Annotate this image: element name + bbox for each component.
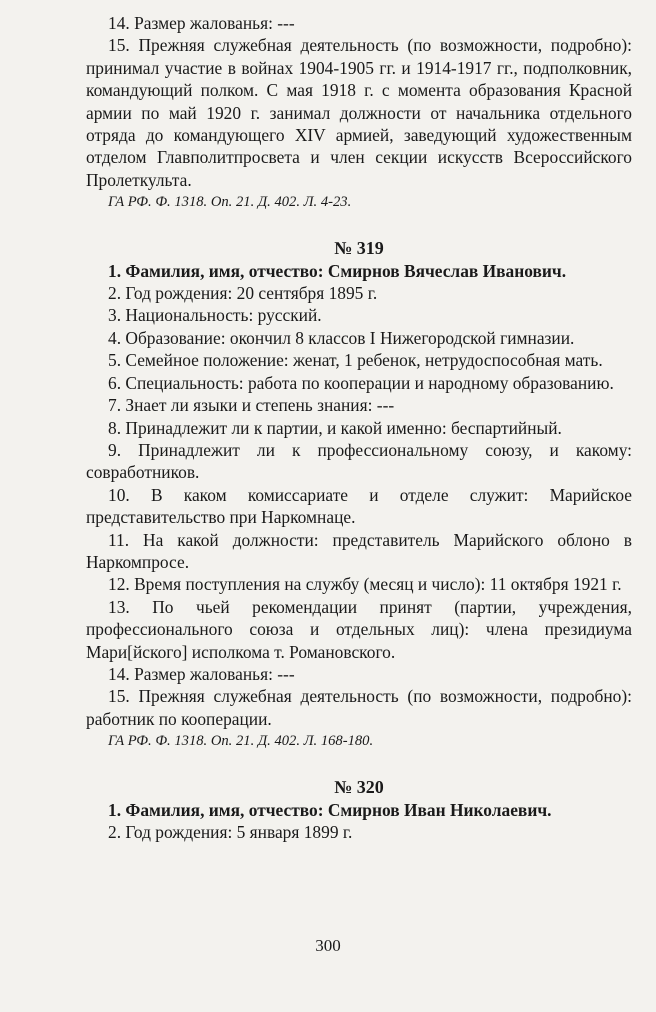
entry-319-item-8: 8. Принадлежит ли к партии, и какой именно: беспартийный. [108, 417, 562, 438]
document-page [86, 12, 632, 843]
entry-320-item-2: 2. Год рождения: 5 января 1899 г. [108, 822, 353, 842]
prev-item-15: 15. Прежняя служебная деятельность (по возможности, подробно): принимал участие в войнах 1904-1905 гг. и 1914-1917 гг., подполковник, командующий полком. С мая 1918 г. с момента образования Красной армии по май 1920 г. занимал должности от начальника отдельного отряда до командующего XIV армией, заведующий художественным отделом Главполитпросвета и член секции искусств Всероссийского Пролеткульта. [86, 35, 632, 190]
entry-319-archive-source: ГА РФ. Ф. 1318. Оп. 21. Д. 402. Л. 168-180. [108, 733, 374, 750]
entry-319-item-14: 14. Размер жалованья: --- [108, 663, 295, 684]
entry-319-item-13: 13. По чьей рекомендации принят (партии, учреждения, профессионального союза и отдельных лиц): члена президиума Мари[йского] исполкома т. Романовского. [86, 596, 632, 662]
entry-319-item-15: 15. Прежняя служебная деятельность (по возможности, подробно): работник по кооперации. [86, 686, 632, 729]
entry-319-item-4: 4. Образование: окончил 8 классов I Нижегородской гимназии. [108, 327, 575, 348]
entry-320-number: № 320 [334, 777, 384, 798]
entry-319-item-10: 10. В каком комиссариате и отделе служит: Марийское представительство при Наркомнаце. [86, 484, 632, 528]
entry-319-item-3: 3. Национальность: русский. [108, 305, 322, 326]
page-number: 300 [315, 936, 341, 955]
entry-319-item-11: 11. На какой должности: представитель Марийского облоно в Наркомпросе. [86, 529, 632, 572]
entry-319-number: № 319 [334, 238, 384, 259]
entry-319-item-6: 6. Специальность: работа по кооперации и народному образованию. [108, 372, 614, 393]
entry-319-item-9: 9. Принадлежит ли к профессиональному союзу, и какому: совработников. [86, 439, 632, 483]
entry-319-item-12: 12. Время поступления на службу (месяц и число): 11 октября 1921 г. [108, 574, 622, 595]
prev-archive-source: ГА РФ. Ф. 1318. Оп. 21. Д. 402. Л. 4-23. [108, 194, 352, 211]
entry-320-item-1: 1. Фамилия, имя, отчество: Смирнов Иван Николаевич. [108, 799, 552, 820]
entry-319-item-5: 5. Семейное положение: женат, 1 ребенок, нетрудоспособная мать. [108, 350, 603, 371]
entry-319-item-2: 2. Год рождения: 20 сентября 1895 г. [108, 283, 378, 304]
prev-item-14: 14. Размер жалованья: --- [108, 13, 295, 33]
entry-319-item-1: 1. Фамилия, имя, отчество: Смирнов Вячеслав Иванович. [108, 260, 567, 281]
entry-319-item-7: 7. Знает ли языки и степень знания: --- [108, 395, 395, 416]
